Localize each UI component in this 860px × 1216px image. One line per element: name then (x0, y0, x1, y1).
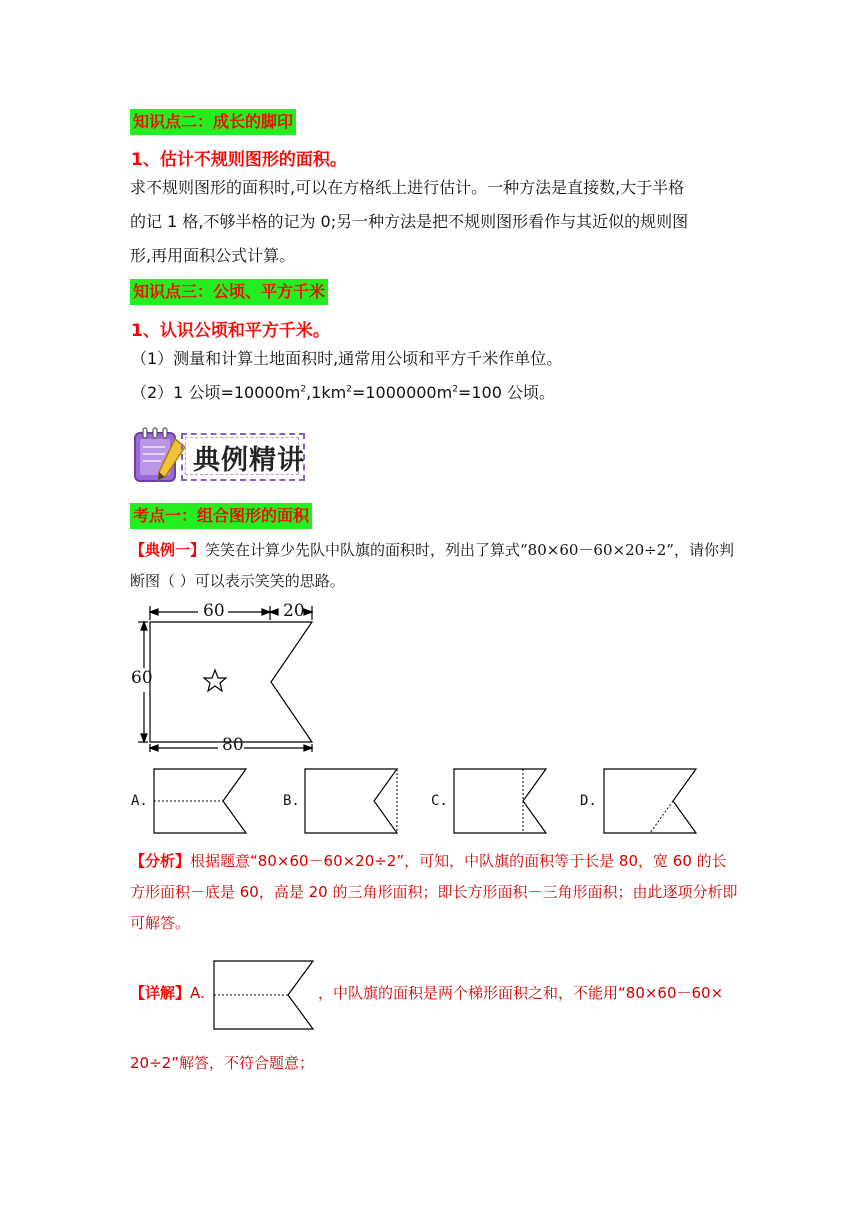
section3-subheading: 1、认识公顷和平方千米。 (131, 321, 330, 341)
example-line-1: 【典例一】笑笑在计算少先队中队旗的面积时，列出了算式“80×60－60×20÷2”，请你判 (130, 541, 734, 559)
option-b-letter: B. (283, 793, 300, 809)
star-icon (204, 670, 226, 691)
section3-heading: 知识点三：公顷、平方千米 (130, 279, 328, 305)
flag-split-vertical-middle-icon[interactable] (453, 768, 548, 834)
option-c-letter: C. (431, 793, 448, 809)
banner-title: 典例精讲 (193, 445, 305, 476)
flag-split-vertical-right-icon[interactable] (304, 768, 399, 834)
label-width: 60 (203, 601, 225, 621)
example-banner (131, 425, 306, 485)
flag-split-diagonal-icon[interactable] (603, 768, 698, 834)
label-length: 80 (222, 735, 244, 755)
section3-item-2: （2）1 公顷$=10000m^2,1km^2=1000000m^2=100$ 公顷。 (131, 383, 555, 402)
analysis-line-1: 【分析】根据题意“80×60－60×20÷2”，可知，中队旗的面积等于长是 80，宽 60 的长 (130, 852, 727, 870)
flag-split-horizontal-icon (213, 960, 315, 1030)
section2-subheading: 1、估计不规则图形的面积。 (131, 150, 347, 170)
detail-text: ，中队旗的面积是两个梯形面积之和，不能用“80×60－60× (318, 984, 724, 1002)
section3-item-1: （1）测量和计算土地面积时,通常用公顷和平方千米作单位。 (131, 349, 563, 368)
detail-line-2: 20÷2”解答，不符合题意； (130, 1054, 314, 1072)
section2-heading: 知识点二：成长的脚印 (130, 109, 296, 135)
analysis (130, 846, 770, 939)
example-1 (130, 535, 770, 597)
detail-line-1: 【详解】A. (130, 984, 205, 1002)
label-notch: 20 (283, 601, 305, 621)
detail-tag: 【详解】 (130, 984, 191, 1002)
flag-figure (128, 602, 328, 754)
option-d-letter: D. (580, 793, 597, 809)
paragraph-line: 的记 1 格,不够半格的记为 0;另一种方法是把不规则图形看作与其近似的规则图 (130, 212, 689, 231)
kaodian-heading: 考点一：组合图形的面积 (130, 503, 312, 529)
section2-paragraph (130, 171, 750, 273)
paragraph-line: 求不规则图形的面积时,可以在方格纸上进行估计。一种方法是直接数,大于半格 (130, 178, 685, 197)
flag-split-horizontal-icon[interactable] (153, 768, 248, 834)
analysis-line-2: 方形面积－底是 60，高是 20 的三角形面积；即长方形面积－三角形面积；由此逐项分析即 (130, 883, 738, 901)
option-a-letter: A. (131, 793, 148, 809)
paragraph-line: 形,再用面积公式计算。 (130, 246, 296, 265)
example-tag: 【典例一】 (130, 541, 206, 559)
label-height: 60 (131, 668, 153, 688)
analysis-line-3: 可解答。 (130, 914, 191, 932)
example-line-2: 断图（ ）可以表示笑笑的思路。 (130, 572, 345, 590)
analysis-tag: 【分析】 (130, 852, 191, 870)
